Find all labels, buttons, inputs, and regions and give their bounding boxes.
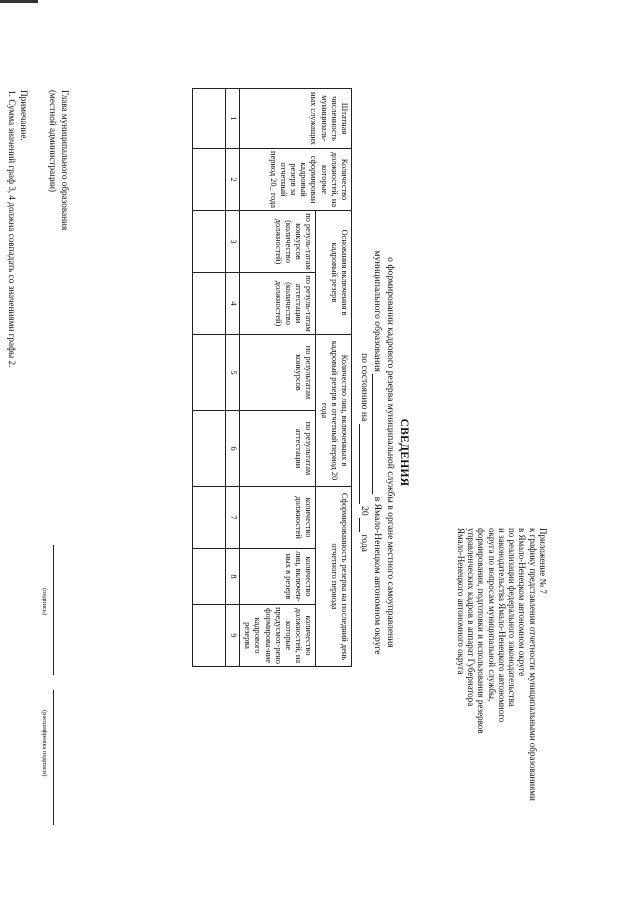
appendix-line: управленческих кадров в аппарат Губернатора (465, 528, 476, 707)
appendix-line: к графику представления отчетности муниципальными образованиями (527, 528, 538, 801)
head-subtitle: (местной администрации) (48, 90, 58, 193)
reserve-table (192, 88, 352, 667)
column-number: 7 (225, 487, 239, 549)
data-cell[interactable] (192, 549, 225, 605)
signature-line (53, 545, 54, 675)
date-blank (359, 424, 360, 504)
data-cell[interactable] (192, 211, 225, 273)
appendix-line: в Ямало-Ненецком автономном округе (517, 528, 528, 677)
data-cell[interactable] (192, 273, 225, 335)
appendix-block (455, 528, 548, 801)
column-number: 1 (225, 89, 239, 149)
appendix-line: округа по вопросам муниципальной службы, (486, 528, 497, 702)
subtitle-line-1: о формировании кадрового резерва муниципальной службы в органе местного самоуправления (385, 257, 396, 648)
column-number: 8 (225, 549, 239, 605)
note-text: 1. Сумма значений граф 3, 4 должна совпадать со значениями графы 2. (7, 90, 17, 368)
data-cell[interactable] (192, 335, 225, 411)
data-cell[interactable] (192, 89, 225, 149)
column-number: 9 (225, 605, 239, 667)
decode-line (53, 690, 54, 825)
column-number: 4 (225, 273, 239, 335)
header-by-contests-positions: по резуль-татам конкурсов (количество должностей) (239, 211, 315, 273)
data-cell[interactable] (192, 605, 225, 667)
decode-caption: (расшифровка подписи) (41, 710, 48, 777)
header-persons-included: Количество лиц, включенных в кадровый резерв в отчетный период 20 года (316, 335, 352, 487)
header-persons-in-reserve: количество лиц, включен-ных в резерв (239, 549, 315, 605)
header-by-contests-persons: по результатам конкурсов (239, 335, 315, 411)
column-number: 5 (225, 335, 239, 411)
head-title: Глава муниципального образования (60, 90, 70, 231)
column-number: 6 (225, 411, 239, 487)
year-blank (359, 518, 360, 532)
appendix-line: формирования, подготовки и использования резервов (476, 528, 487, 734)
municipality-blank (372, 374, 373, 494)
header-by-attestation-persons: по результатам аттестации (239, 411, 315, 487)
municipality-label: муниципального образования (372, 250, 383, 372)
note-title: Примечание. (19, 90, 29, 141)
document-title: СВЕДЕНИЯ (398, 418, 410, 487)
data-cell[interactable] (192, 411, 225, 487)
data-cell[interactable] (192, 487, 225, 549)
signature-caption: (подпись) (41, 588, 48, 615)
header-by-attestation-positions: по резуль-татам аттестации (количество должностей) (239, 273, 315, 335)
subtitle-line-2 (372, 0, 383, 905)
year-suffix: года (359, 534, 370, 552)
header-planned-positions: количество должностей, на которые предусмот-рено формирова-ние кадрового резерва (239, 605, 315, 667)
header-positions: количество должностей (239, 487, 315, 549)
column-number: 3 (225, 211, 239, 273)
okrug-label: в Ямало-Ненецком автономном округе (372, 496, 383, 655)
header-inclusion-grounds: Основания включения в кадровый резерв (316, 211, 352, 335)
column-number: 2 (225, 149, 239, 211)
empty-data-row (192, 89, 225, 667)
appendix-line: и законодательства Ямало-Ненецкого автономного (496, 528, 507, 723)
as-of-label: по состоянию на (359, 353, 370, 422)
header-positions-count: Количество должностей, на которые сформирован кадровый резерв за отчетный период 20_ года (239, 149, 351, 211)
header-staff-count: Штатная численность муниципаль-ных служащих (239, 89, 351, 149)
year-prefix: 20 (359, 506, 370, 516)
header-reserve-formation: Сформированность резерва на последний день отчетного периода (316, 487, 352, 667)
appendix-line: по реализации федерального законодательства (507, 528, 518, 707)
subtitle-line-3 (359, 0, 370, 905)
data-cell[interactable] (192, 149, 225, 211)
appendix-line: Ямало-Ненецкого автономного округа (455, 528, 466, 675)
appendix-number: Приложение № 7 (538, 528, 548, 594)
